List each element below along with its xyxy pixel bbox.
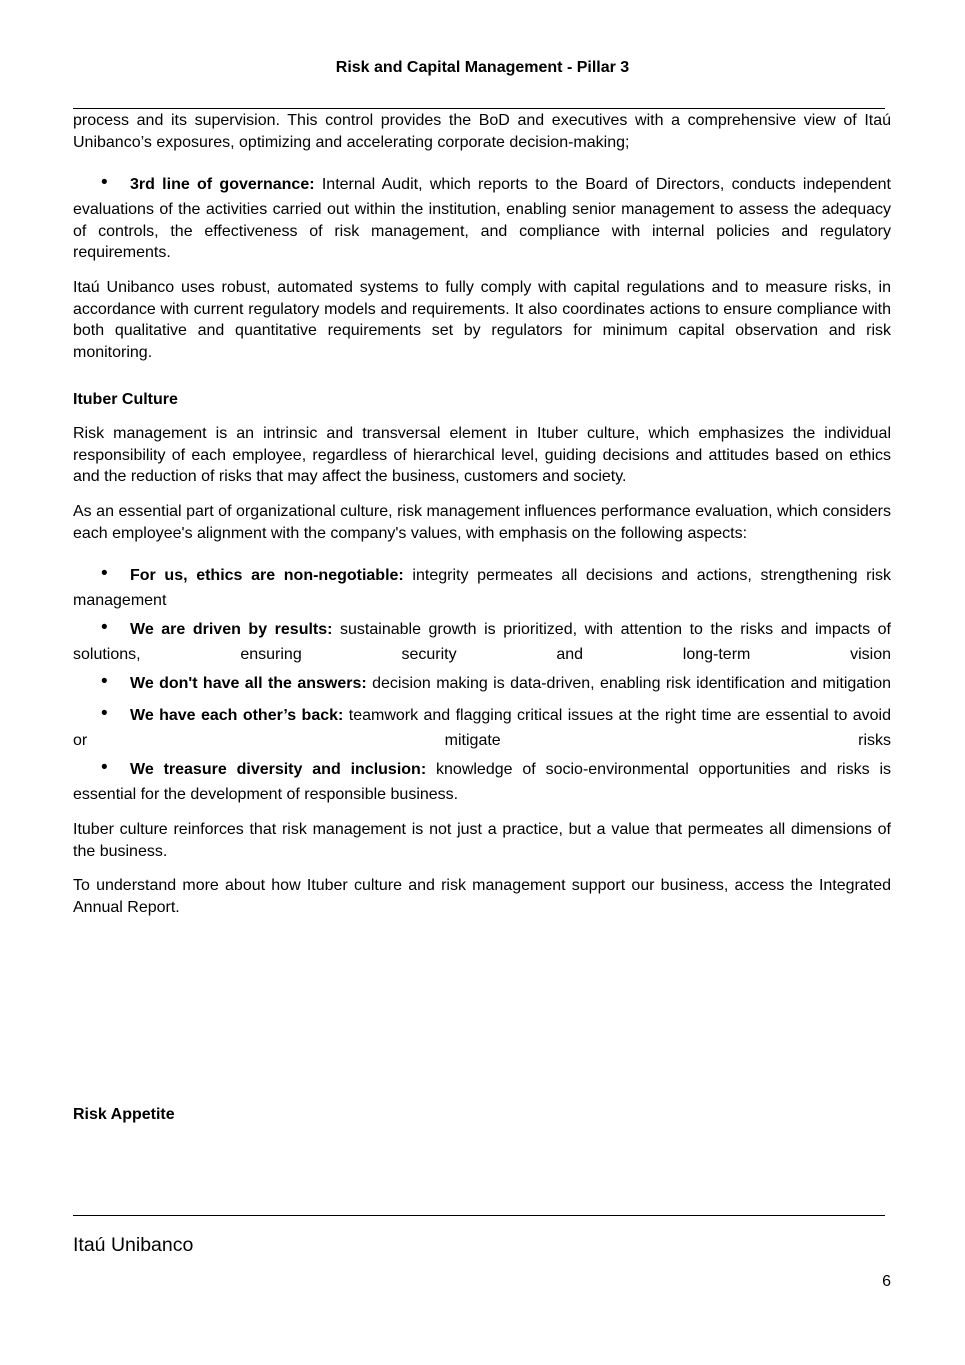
ituber-culture-paragraph: Risk management is an intrinsic and transversal element in Ituber culture, which emphasizes the individual responsibility of each employee, regardless of hierarchical level, guiding decisions and attitudes based on ethics and the reduction of risks that may affect the business, customers and society.	[73, 425, 891, 485]
header-rule	[73, 108, 885, 109]
bullet-icon	[100, 756, 130, 785]
culture-aspect-item	[73, 562, 891, 612]
list-item-text: Internal Audit, which reports to the Board of Directors, conducts independent evaluations of the activities carried out within the institution, enabling senior management to assess the adequacy of controls, the effectiveness of risk management, and compliance with internal policies and regulatory requirements.	[73, 175, 891, 261]
list-item-text: integrity permeates all decisions and actions, strengthening risk management	[73, 566, 892, 609]
list-item-label: 3rd line of governance:	[130, 175, 315, 193]
culture-aspect-item	[73, 616, 891, 666]
list-item-text: knowledge of socio-environmental opportunities and risks is essential for the development of responsible business.	[73, 760, 892, 803]
list-item-text: decision making is data-driven, enabling risk identification and mitigation	[366, 674, 892, 692]
bullet-icon	[100, 702, 130, 731]
page-number: 6	[882, 1273, 891, 1290]
bullet-icon	[100, 562, 130, 591]
risk-appetite-heading: Risk Appetite	[73, 1106, 175, 1123]
page-header-title: Risk and Capital Management - Pillar 3	[335, 59, 630, 76]
list-item-label: We treasure diversity and inclusion:	[130, 760, 427, 778]
bullet-icon	[100, 670, 130, 699]
culture-aspect-item	[73, 702, 891, 752]
culture-closing-paragraph: Ituber culture reinforces that risk management is not just a practice, but a value that permeates all dimensions of the business.	[73, 821, 891, 860]
third-line-governance-item	[73, 171, 891, 264]
culture-aspect-item	[73, 670, 891, 699]
bullet-icon	[100, 171, 130, 200]
footer-rule	[73, 1215, 885, 1216]
culture-aspect-item	[73, 756, 891, 806]
list-item-label: We are driven by results:	[130, 620, 333, 638]
footer-company-name: Itaú Unibanco	[73, 1234, 194, 1256]
ituber-culture-paragraph: As an essential part of organizational culture, risk management influences performance evaluation, which considers each employee's alignment with the company's values, with emphasis on the following aspects:	[73, 503, 891, 542]
list-item-text: teamwork and flagging critical issues at the right time are essential to avoid or mitigate risks	[73, 706, 892, 749]
bullet-icon	[100, 616, 130, 645]
governance-continuation-paragraph: process and its supervision. This control provides the BoD and executives with a comprehensive view of Itaú Unibanco’s exposures, optimizing and accelerating corporate decision-making;	[73, 112, 891, 151]
list-item-label: For us, ethics are non-negotiable:	[130, 566, 404, 584]
automated-systems-paragraph: Itaú Unibanco uses robust, automated systems to fully comply with capital regulations and to measure risks, in accordance with current regulatory models and requirements. It also coordinates actions to ensure compliance with both qualitative and quantitative requirements set by regulators for minimum capital observation and risk monitoring.	[73, 279, 891, 361]
ituber-culture-heading: Ituber Culture	[73, 391, 178, 408]
list-item-label: We have each other’s back:	[130, 706, 344, 724]
culture-closing-paragraph: To understand more about how Ituber culture and risk management support our business, access the Integrated Annual Report.	[73, 877, 891, 916]
list-item-label: We don't have all the answers:	[130, 674, 367, 692]
list-item-text: sustainable growth is prioritized, with attention to the risks and impacts of solutions, ensuring security and long-term vision	[73, 620, 892, 663]
